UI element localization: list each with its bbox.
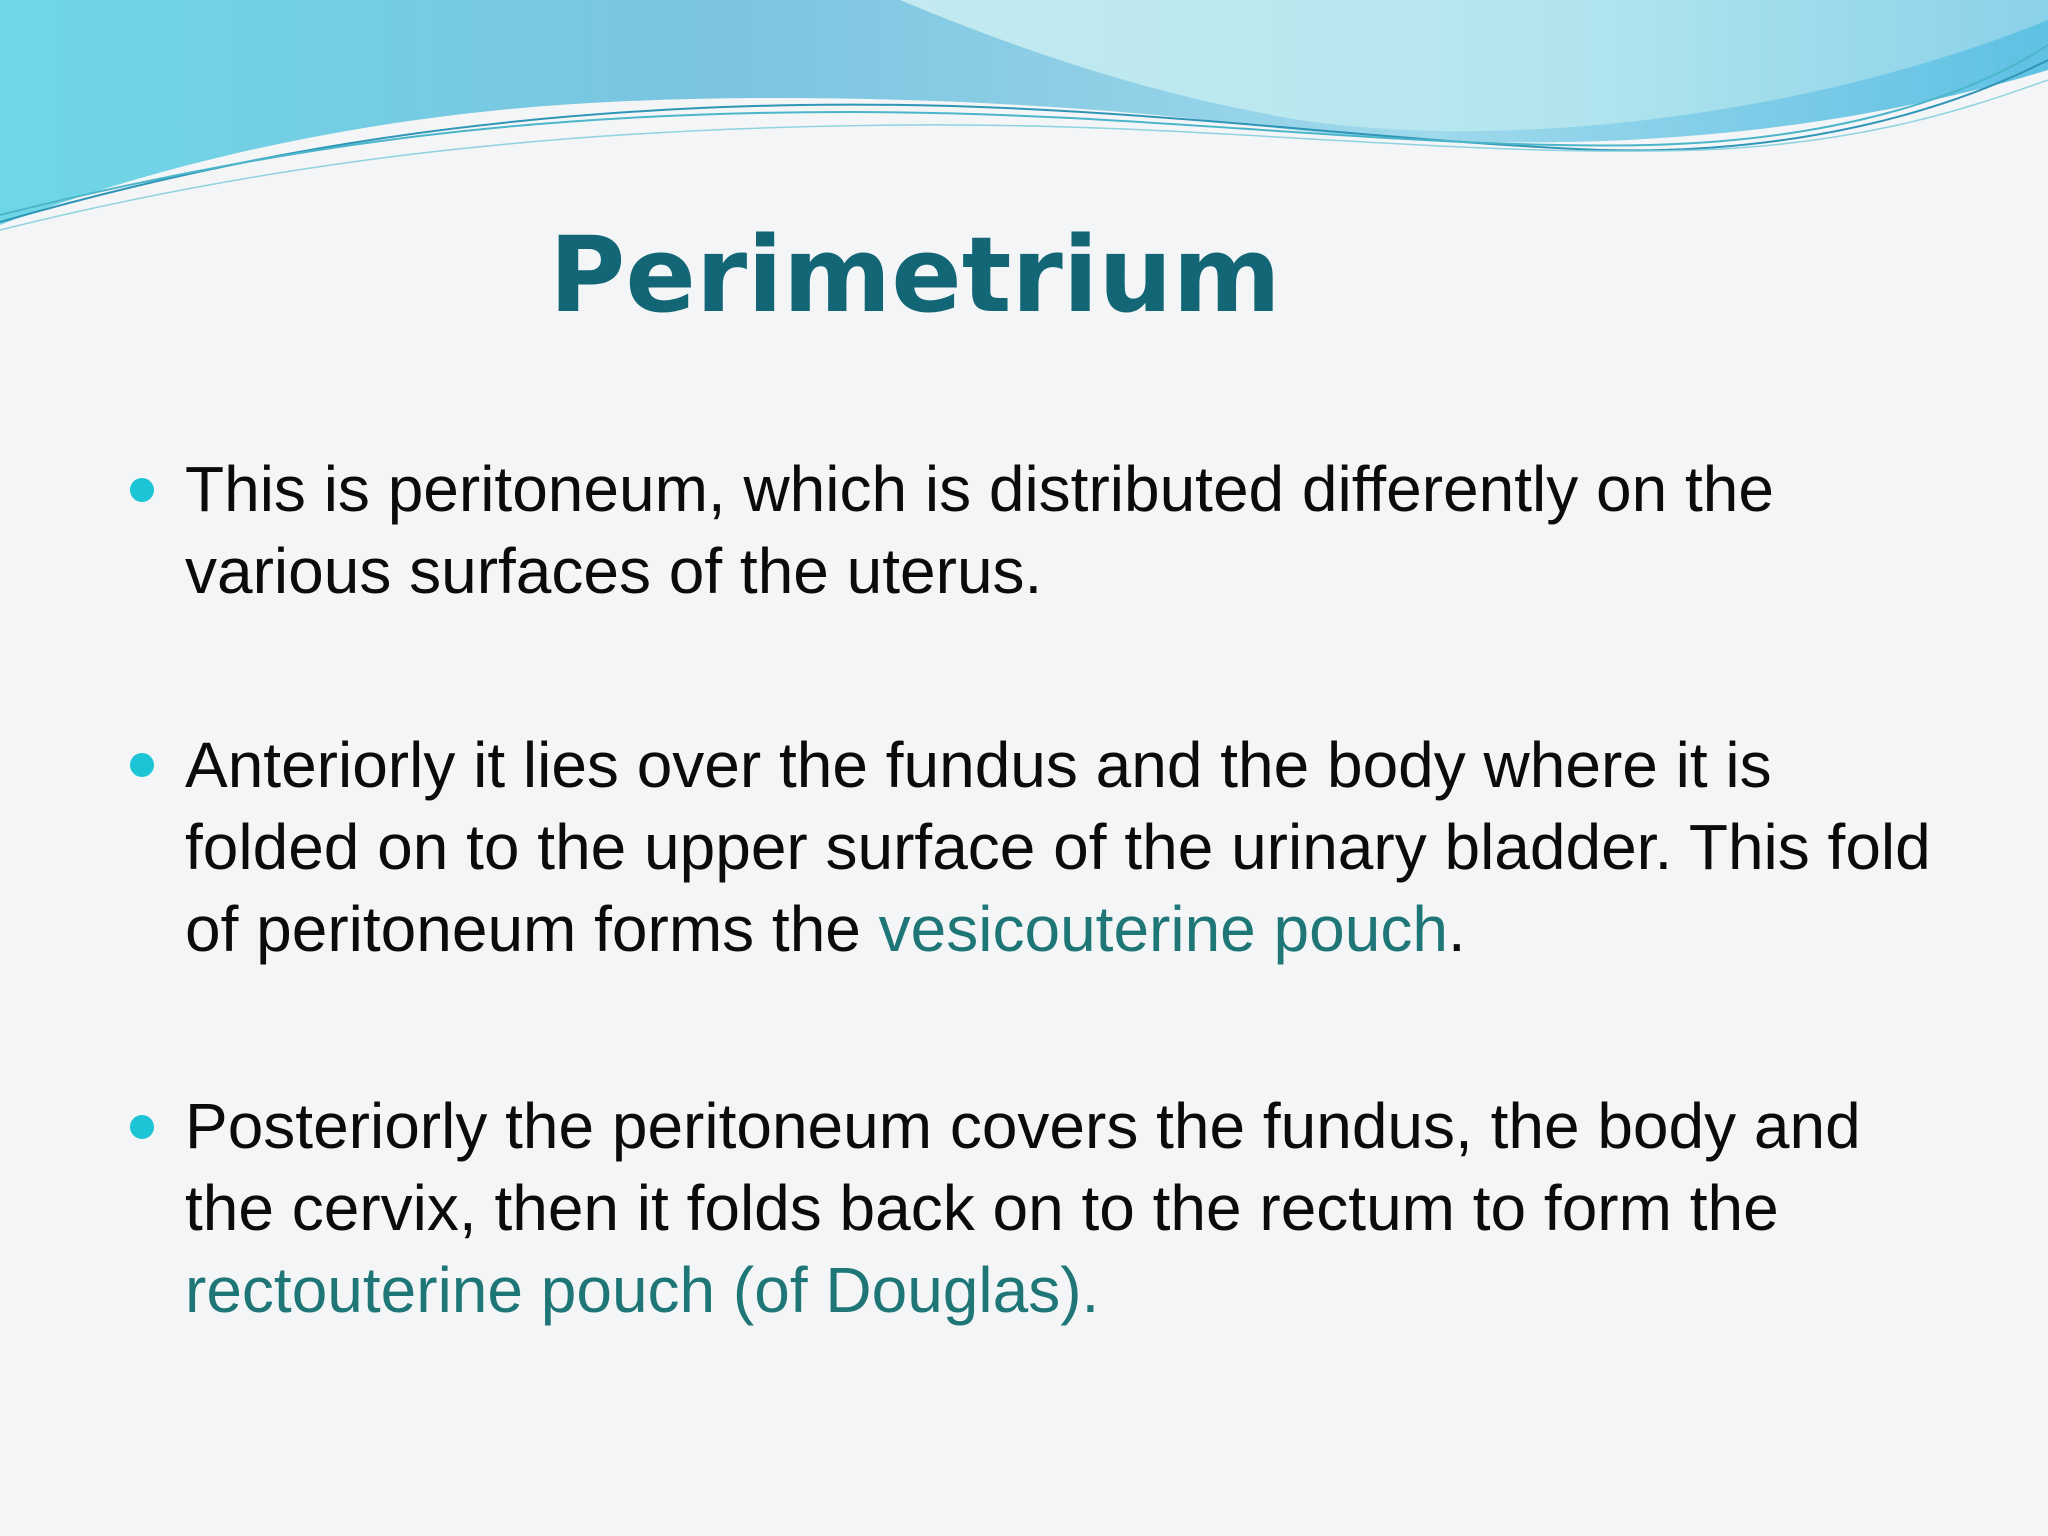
bullet-body-text: Posteriorly the peritoneum covers the fundus, the body and the cervix, then it folds back on to the rectum to form the [185, 1090, 1861, 1244]
bullet-suffix-text: . [1447, 893, 1466, 965]
bullet-dot-icon [130, 1115, 154, 1139]
slide-title: Perimetrium [549, 214, 1281, 336]
bullet-text [185, 448, 1945, 612]
bullet-dot-icon [130, 753, 154, 777]
bullet-body-text: Anteriorly it lies over the fundus and the body where it is folded on to the upper surface of the urinary bladder. This fold of peritoneum forms the [185, 729, 1931, 965]
highlight-term-rectouterine-pouch: rectouterine pouch (of Douglas). [185, 1254, 1100, 1326]
bullet-text [185, 1085, 1945, 1331]
highlight-term-vesicouterine-pouch: vesicouterine pouch [878, 893, 1448, 965]
bullet-text [185, 724, 1945, 970]
bullet-dot-icon [130, 478, 154, 502]
bullet-body-text: This is peritoneum, which is distributed differently on the various surfaces of the uterus. [185, 453, 1774, 607]
